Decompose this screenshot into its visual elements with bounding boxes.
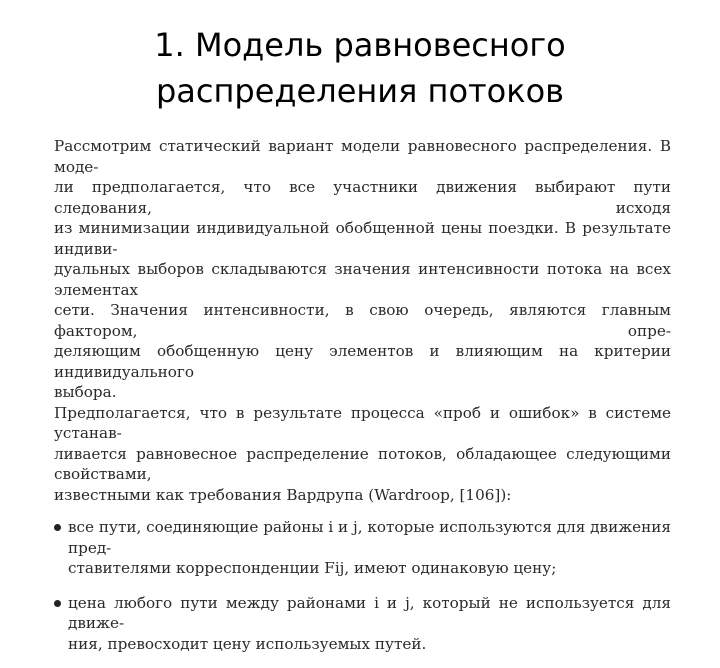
paragraph-1-line: дуальных выборов складываются значения интенсивности потока на всех элементах	[54, 260, 671, 299]
slide-title	[40, 22, 680, 114]
paragraph-2-line: известными как требования Вардрупа (Wardroop, [106]):	[54, 485, 512, 504]
paragraph-1-line: из минимизации индивидуальной обобщенной цены поездки. В результате индиви-	[54, 219, 671, 258]
paragraph-1	[54, 136, 671, 403]
list-item-line: цена любого пути между районами i и j, который не используется для движе-	[68, 593, 671, 632]
list-item	[54, 517, 671, 579]
paragraph-2-line: Предполагается, что в результате процесса «проб и ошибок» в системе устанав-	[54, 403, 671, 442]
list-item-line: ния, превосходит цену используемых путей.	[68, 634, 427, 653]
list-item-line: ставителями корреспонденции Fij, имеют одинаковую цену;	[68, 559, 557, 577]
paragraph-2-line: ливается равновесное распределение потоков, обладающее следующими свойствами,	[54, 444, 671, 483]
wardrop-requirements-list	[54, 517, 671, 654]
list-item	[54, 593, 671, 655]
title-line-1: 1. Модель равновесного	[154, 26, 566, 64]
paragraph-1-line: сети. Значения интенсивности, в свою очередь, являются главным фактором, опре-	[54, 301, 671, 340]
paragraph-1-line: Рассмотрим статический вариант модели равновесного распределения. В моде-	[54, 137, 671, 176]
bullet-icon	[54, 600, 61, 607]
list-item-line: все пути, соединяющие районы i и j, которые используются для движения пред-	[68, 518, 671, 557]
paragraph-1-line: ли предполагается, что все участники движения выбирают пути следования, исходя	[54, 178, 671, 217]
paragraph-1-line: деляющим обобщенную цену элементов и влияющим на критерии индивидуального	[54, 342, 671, 381]
paragraph-2	[54, 403, 671, 506]
bullet-icon	[54, 524, 61, 531]
paragraph-1-line: выбора.	[54, 383, 117, 401]
title-line-2: распределения потоков	[155, 72, 564, 110]
body-text	[54, 136, 671, 668]
